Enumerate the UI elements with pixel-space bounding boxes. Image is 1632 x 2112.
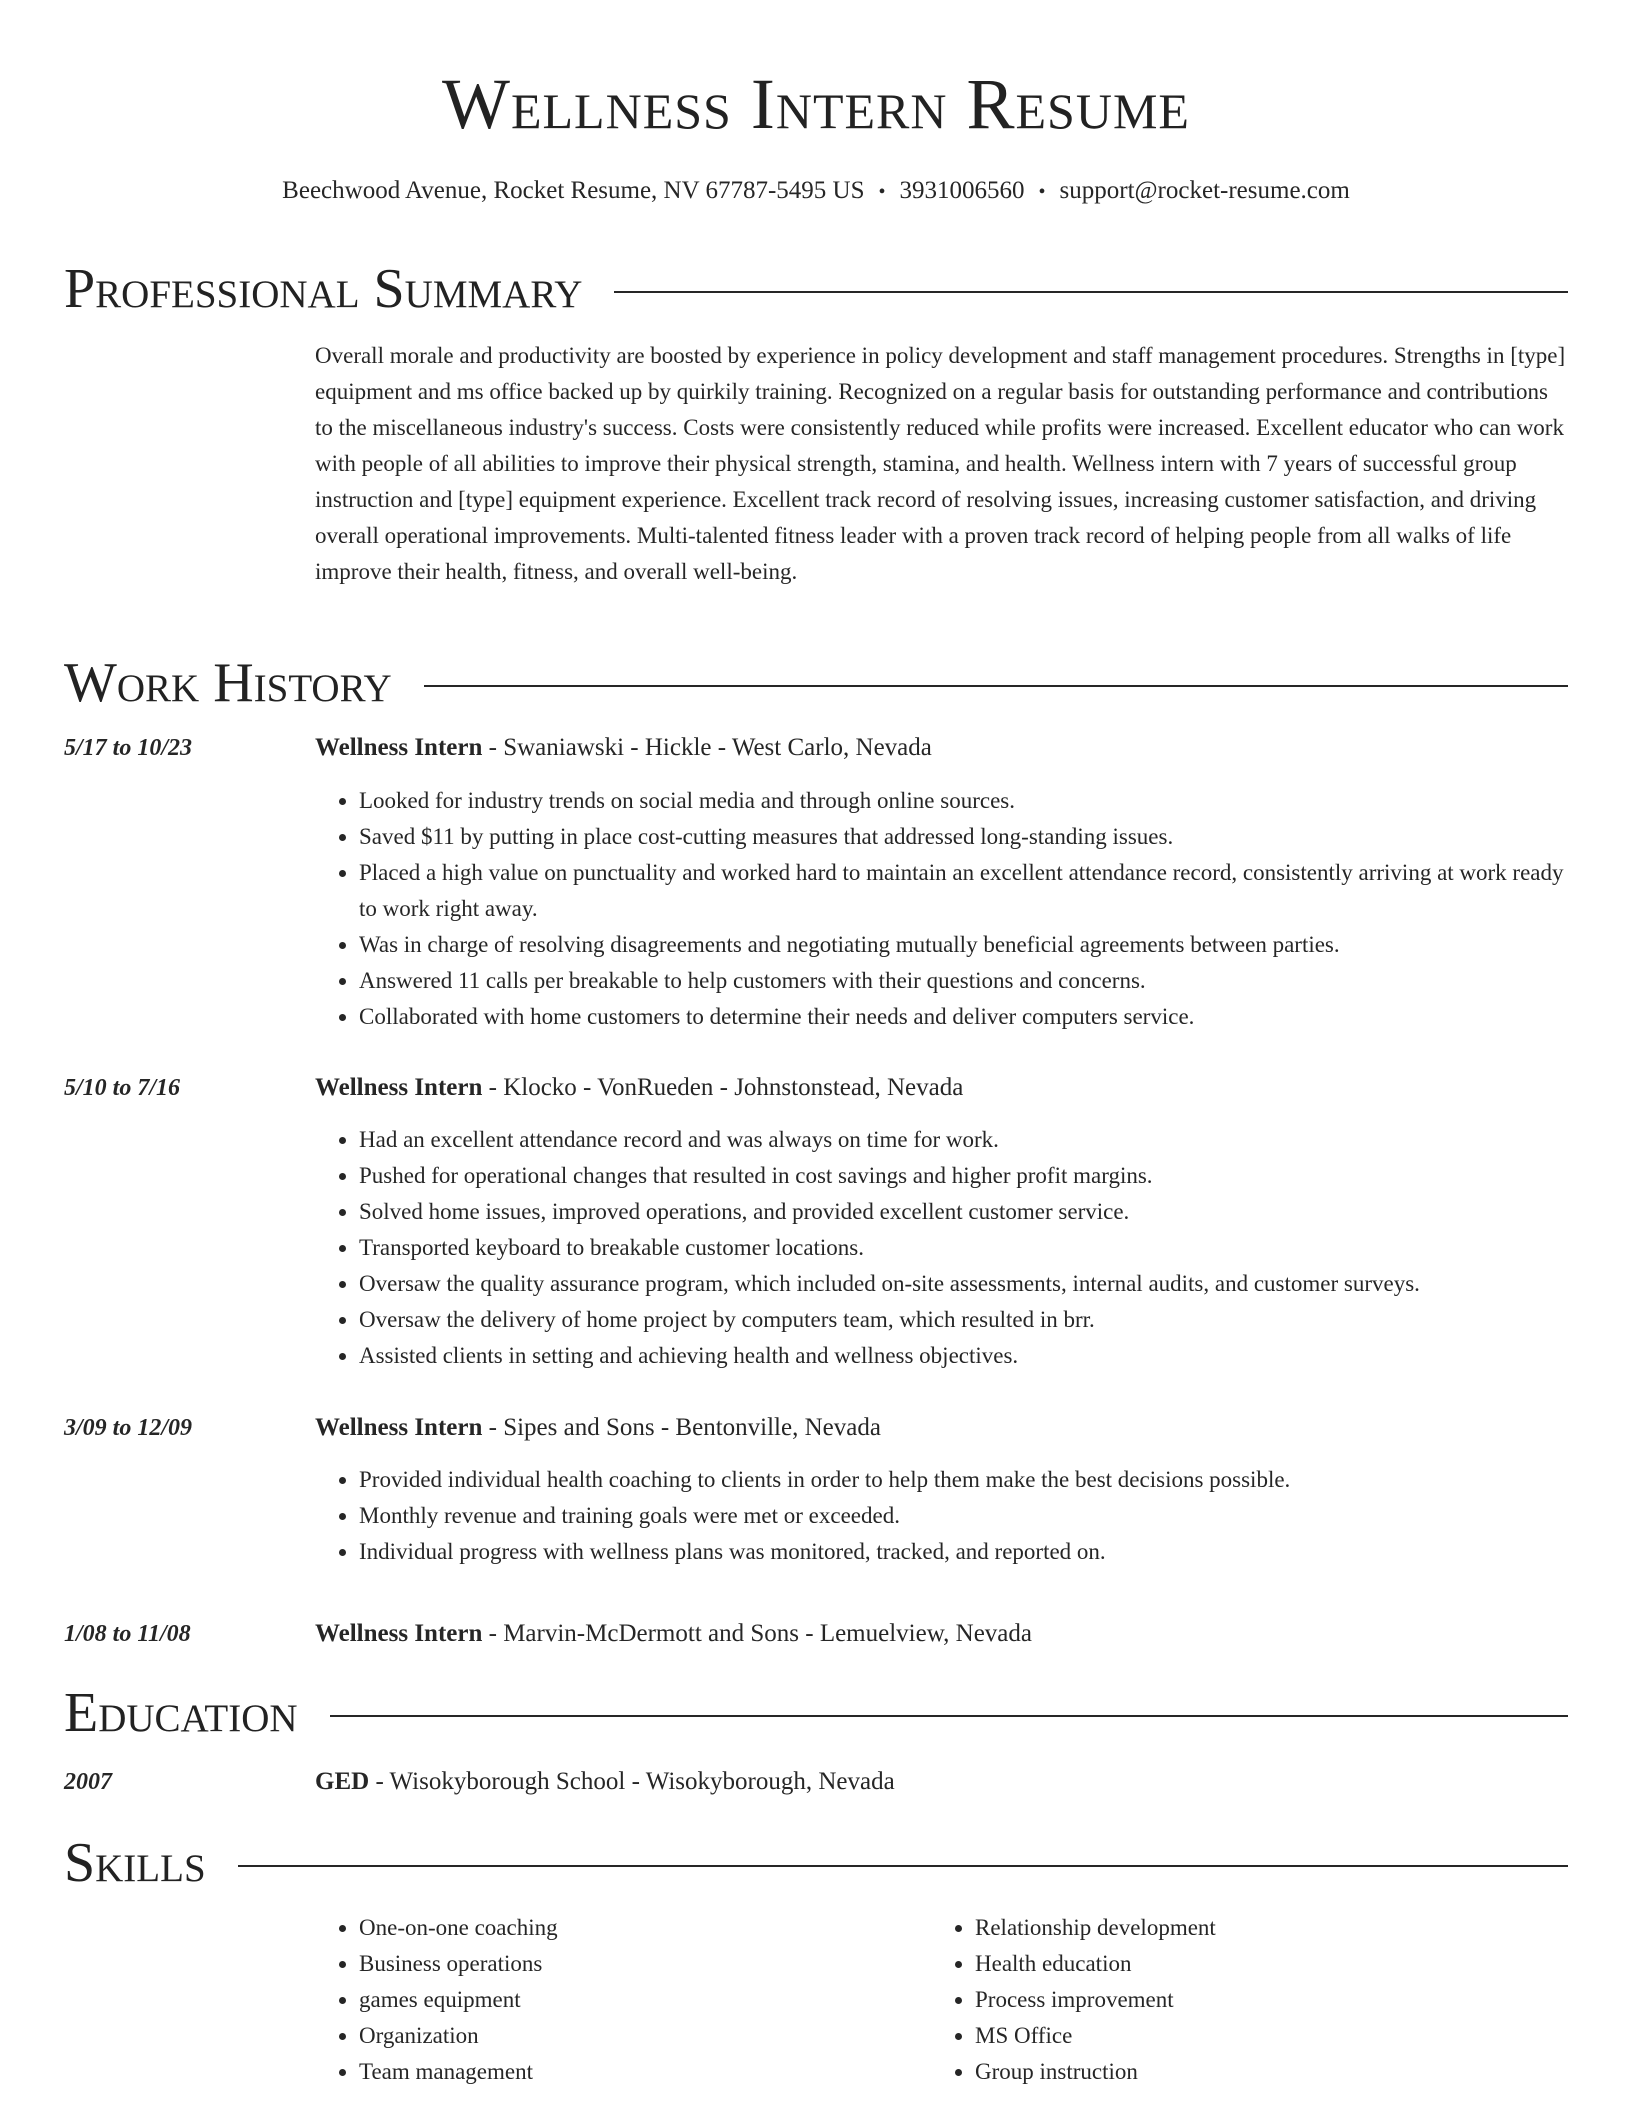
work-history-heading: Work History	[64, 652, 392, 714]
job-title-line	[315, 1410, 1568, 1446]
summary-text: Overall morale and productivity are boosted by experience in policy development and staff management procedures. Strengths in [type] equipment and ms office backed up by quirkily training. Recognized on a regular basis for outstanding performance and contributions to the miscellaneous industry's success. Costs were consistently reduced while profits were increased. Excellent educator who can work with people of all abilities to improve their physical strength, stamina, and health. Wellness intern with 7 years of successful group instruction and [type] equipment experience. Excellent track record of resolving issues, increasing customer satisfaction, and driving overall operational improvements. Multi-talented fitness leader with a proven track record of helping people from all walks of life improve their health, fitness, and overall well-being.	[315, 343, 1566, 584]
job-bullets	[315, 1462, 1568, 1570]
job-title-line	[315, 1616, 1568, 1652]
education-degree: GED	[315, 1768, 370, 1795]
skill-item: • Group instruction	[975, 2054, 1547, 2090]
skills-heading: Skills	[64, 1832, 206, 1894]
section-divider	[424, 685, 1568, 687]
job-bullets	[315, 1122, 1568, 1374]
education-line	[315, 1764, 1568, 1800]
resume-title: Wellness Intern Resume	[442, 64, 1190, 144]
separator-dot: •	[1038, 181, 1046, 203]
job-bullet: • Answered 11 calls per breakable to help customers with their questions and concerns.	[359, 963, 1568, 999]
education-section-header	[64, 1680, 1568, 1746]
education-heading: Education	[64, 1682, 298, 1744]
education-details: - Wisokyborough School - Wisokyborough, Nevada	[369, 1768, 895, 1795]
summary-heading: Professional Summary	[64, 258, 583, 320]
job-date: 5/17 to 10/23	[64, 735, 193, 761]
contact-line	[64, 174, 1568, 209]
skill-item: • MS Office	[975, 2018, 1547, 2054]
job-bullet: • Placed a high value on punctuality and worked hard to maintain an excellent attendance record, consistently arriving at work ready to work right away.	[359, 855, 1568, 927]
skill-item: • One-on-one coaching	[359, 1910, 931, 1946]
job-bullet: • Individual progress with wellness plans was monitored, tracked, and reported on.	[359, 1534, 1568, 1570]
job-bullet: • Pushed for operational changes that resulted in cost savings and higher profit margins.	[359, 1158, 1568, 1194]
job-details: - Marvin-McDermott and Sons - Lemuelview, Nevada	[482, 1620, 1032, 1647]
skill-item: • Organization	[359, 2018, 931, 2054]
job-details: - Sipes and Sons - Bentonville, Nevada	[482, 1414, 881, 1441]
job-details: - Klocko - VonRueden - Johnstonstead, Nevada	[482, 1074, 964, 1101]
job-bullet: • Oversaw the quality assurance program, which included on-site assessments, internal audits, and customer surveys.	[359, 1266, 1568, 1302]
skill-item: • Health education	[975, 1946, 1547, 1982]
job-bullet: • Provided individual health coaching to clients in order to help them make the best decisions possible.	[359, 1462, 1568, 1498]
skills-column-right	[931, 1910, 1547, 2090]
job-title: Wellness Intern	[315, 1414, 483, 1441]
skills-list	[315, 1910, 1568, 2090]
job-bullet: • Had an excellent attendance record and was always on time for work.	[359, 1122, 1568, 1158]
job-bullets	[315, 783, 1568, 1035]
job-title: Wellness Intern	[315, 734, 483, 761]
job-details: - Swaniawski - Hickle - West Carlo, Nevada	[482, 734, 932, 761]
education-date: 2007	[64, 1769, 112, 1795]
section-divider	[330, 1715, 1568, 1717]
job-bullet: • Assisted clients in setting and achieving health and wellness objectives.	[359, 1338, 1568, 1374]
address: Beechwood Avenue, Rocket Resume, NV 67787-5495 US	[282, 177, 865, 204]
job-bullet: • Saved $11 by putting in place cost-cutting measures that addressed long-standing issues.	[359, 819, 1568, 855]
job-title: Wellness Intern	[315, 1620, 483, 1647]
skill-item: • Process improvement	[975, 1982, 1547, 2018]
section-divider	[614, 291, 1568, 293]
skill-item: • games equipment	[359, 1982, 931, 2018]
job-title-line	[315, 730, 1568, 766]
skills-section-header	[64, 1830, 1568, 1896]
work-history-section-header	[64, 650, 1568, 716]
job-date: 1/08 to 11/08	[64, 1621, 191, 1647]
job-date: 5/10 to 7/16	[64, 1075, 181, 1101]
job-bullet: • Monthly revenue and training goals were met or exceeded.	[359, 1498, 1568, 1534]
job-bullet: • Transported keyboard to breakable customer locations.	[359, 1230, 1568, 1266]
job-bullet: • Was in charge of resolving disagreements and negotiating mutually beneficial agreements between parties.	[359, 927, 1568, 963]
skills-column-left	[315, 1910, 931, 2090]
skill-item: • Business operations	[359, 1946, 931, 1982]
job-bullet: • Oversaw the delivery of home project by computers team, which resulted in brr.	[359, 1302, 1568, 1338]
skill-item: • Team management	[359, 2054, 931, 2090]
skill-item: • Relationship development	[975, 1910, 1547, 1946]
job-title: Wellness Intern	[315, 1074, 483, 1101]
phone: 3931006560	[899, 177, 1025, 204]
job-date: 3/09 to 12/09	[64, 1415, 193, 1441]
separator-dot: •	[878, 181, 886, 203]
section-divider	[238, 1865, 1568, 1867]
job-bullet: • Solved home issues, improved operations, and provided excellent customer service.	[359, 1194, 1568, 1230]
job-bullet: • Collaborated with home customers to determine their needs and deliver computers service.	[359, 999, 1568, 1035]
email: support@rocket-resume.com	[1059, 177, 1350, 204]
job-bullet: • Looked for industry trends on social media and through online sources.	[359, 783, 1568, 819]
summary-section-header	[64, 256, 1568, 322]
job-title-line	[315, 1070, 1568, 1106]
